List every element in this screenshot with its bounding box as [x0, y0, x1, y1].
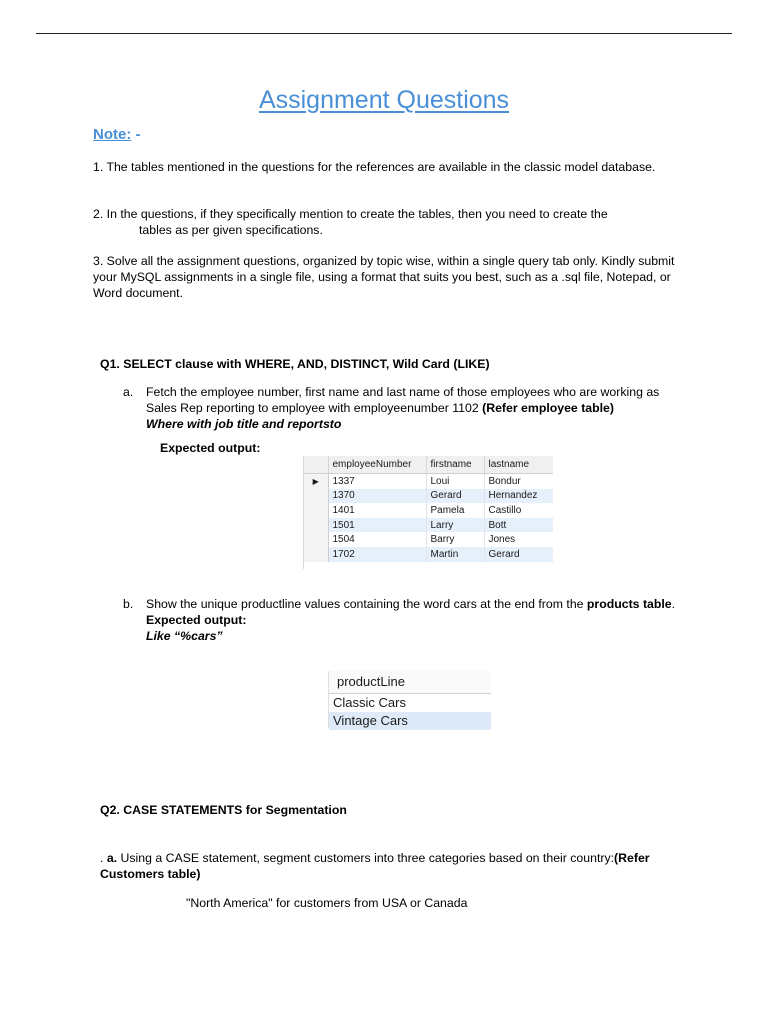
q1-heading: Q1. SELECT clause with WHERE, AND, DISTINCT, Wild Card (LIKE)	[100, 357, 490, 371]
column-header: firstname	[426, 456, 484, 474]
column-header: lastname	[484, 456, 553, 474]
note-2: 2. In the questions, if they specifically mention to create the tables, then you need to create the	[93, 207, 608, 221]
note-dash: -	[131, 126, 141, 143]
q1a-hint: Where with job title and reportsto	[146, 417, 342, 431]
table-cell: Pamela	[426, 503, 484, 518]
table-cell: Bondur	[484, 474, 553, 489]
q1b-marker: b.	[123, 597, 134, 611]
q2a-reference: (Refer Customers table)	[100, 851, 650, 881]
q1b-hint: Like “%cars”	[146, 629, 223, 643]
q2-heading: Q2. CASE STATEMENTS for Segmentation	[100, 803, 347, 817]
note-2-continued: tables as per given specifications.	[139, 223, 323, 237]
q2a-body: Using a CASE statement, segment customers into three categories based on their country:	[117, 851, 615, 865]
table-cell: 1401	[328, 503, 426, 518]
table-cell: 1702	[328, 547, 426, 562]
note-1: 1. The tables mentioned in the questions for the references are available in the classic model database.	[93, 160, 656, 174]
q1b-body: Show the unique productline values containing the word cars at the end from the	[146, 597, 587, 611]
q2a-item: "North America" for customers from USA or Canada	[186, 896, 468, 910]
table-row: Vintage Cars	[329, 712, 491, 730]
page-title: Assignment Questions	[258, 86, 510, 114]
table-cell: Loui	[426, 474, 484, 489]
q2a-prefix: .	[100, 851, 107, 865]
row-selector	[304, 503, 328, 518]
note-3: 3. Solve all the assignment questions, organized by topic wise, within a single query tab only. Kindly submit your MySQL assignments in a single file, using a format that suits you best, such as a .sql file, Notepad, or Word document.	[93, 254, 675, 300]
column-header: employeeNumber	[328, 456, 426, 474]
q1a-marker: a.	[123, 385, 134, 399]
table-cell: 1370	[328, 489, 426, 504]
table-cell: Gerard	[426, 489, 484, 504]
table-cell: Bott	[484, 518, 553, 533]
q1a-reference: (Refer employee table)	[482, 401, 614, 415]
q2a-marker: a.	[106, 851, 118, 865]
table-cell: 1501	[328, 518, 426, 533]
table-cell: Castillo	[484, 503, 553, 518]
column-header: productLine	[329, 671, 491, 694]
note-heading	[93, 126, 141, 143]
row-selector	[304, 547, 328, 562]
table-cell: Jones	[484, 532, 553, 547]
row-selector	[304, 518, 328, 533]
q1a-text	[146, 384, 691, 432]
table-cell: 1337	[328, 474, 426, 489]
grid-corner	[304, 456, 328, 474]
table-cell: Martin	[426, 547, 484, 562]
note-label: Note:	[93, 126, 132, 143]
table-cell: Hernandez	[484, 489, 553, 504]
q1b-expected-label: Expected output:	[146, 613, 247, 627]
q1a-expected-label: Expected output:	[160, 441, 261, 455]
q2a-text	[100, 850, 690, 882]
header-rule	[36, 33, 732, 34]
productline-result-grid	[328, 671, 491, 728]
q1b-reference: products table	[586, 597, 672, 611]
q1a-body: Fetch the employee number, first name and last name of those employees who are working as Sales Rep reporting to employee with employeenumber 1102	[146, 385, 660, 415]
row-selector	[304, 532, 328, 547]
table-cell: 1504	[328, 532, 426, 547]
row-selector	[304, 489, 328, 504]
row-selector-icon: ▶	[304, 474, 328, 489]
q1b-text	[146, 596, 716, 644]
table-cell: Barry	[426, 532, 484, 547]
q1b-period: .	[671, 597, 676, 611]
employee-result-grid	[303, 456, 553, 569]
table-cell: Larry	[426, 518, 484, 533]
table-cell: Gerard	[484, 547, 553, 562]
table-row: Classic Cars	[333, 695, 406, 710]
